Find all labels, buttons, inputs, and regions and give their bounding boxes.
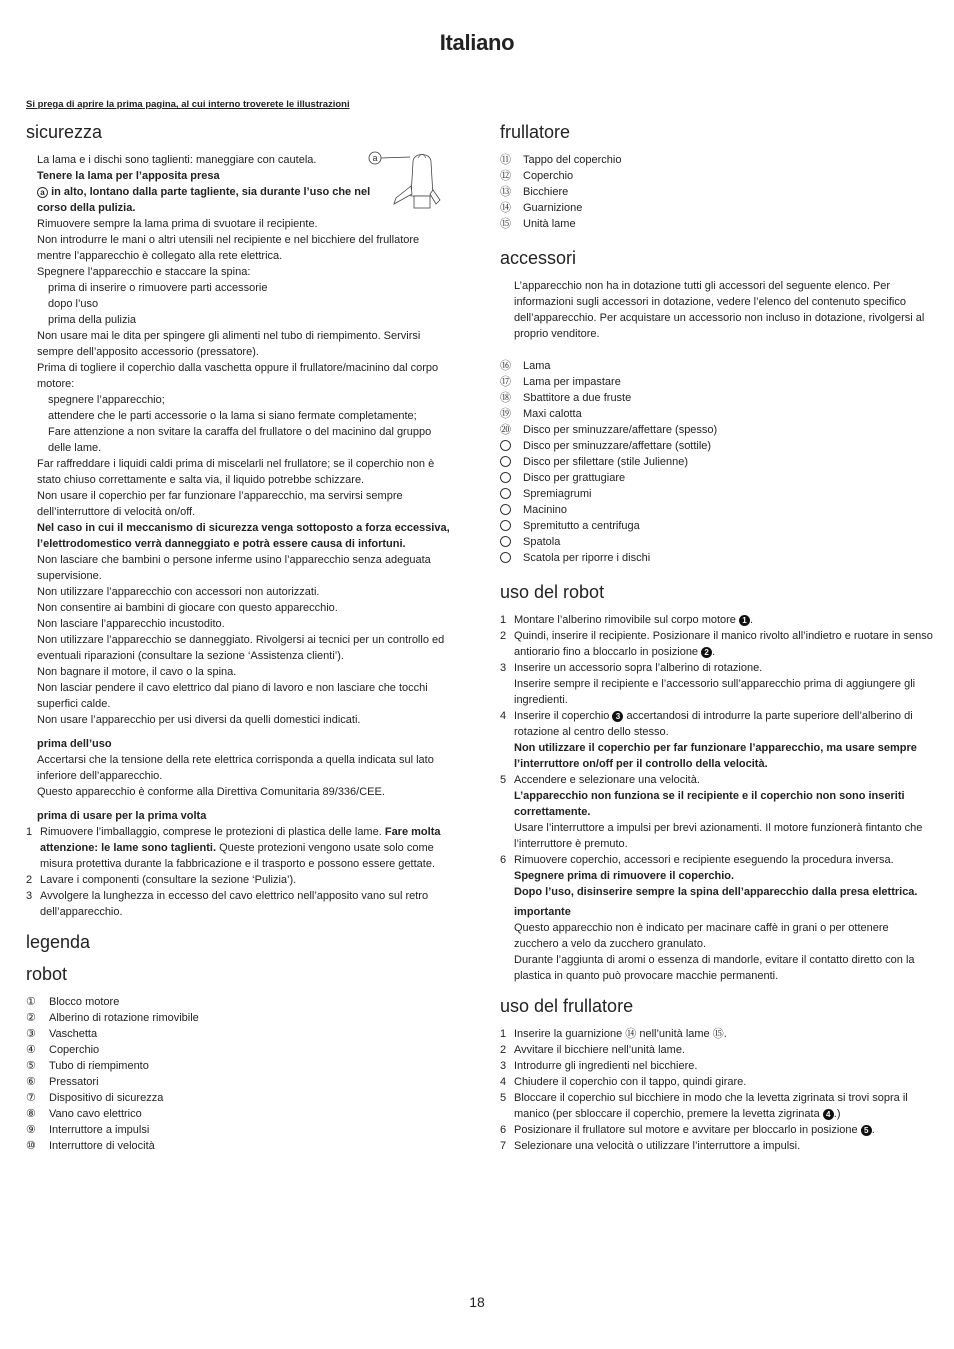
- list-item: ③ Vaschetta: [26, 1028, 98, 1040]
- list-item: 2 Quindi, inserire il recipiente. Posizionare il manico rivolto all’indietro e ruotare in senso antiorario fino a bloccarlo in posizione 2 .: [500, 630, 933, 658]
- subheading-prima-volta: prima di usare per la prima volta: [37, 810, 207, 822]
- safety-text: La lama e i dischi sono taglienti: maneggiare con cautela.: [37, 154, 317, 166]
- list-item: 1 Montare l’alberino rimovibile sul corpo motore 1 .: [500, 614, 754, 626]
- step-badge: 1: [739, 615, 750, 626]
- section-heading-frullatore: frullatore: [500, 122, 571, 142]
- list-item: 5 Bloccare il coperchio sul bicchiere in modo che la levetta zigrinata si trovi sopra il manico (per sbloccare il coperchio, premere la levetta zigrinata 4 .): [500, 1092, 908, 1120]
- list-item: ⑩ Interruttore di velocità: [26, 1140, 155, 1152]
- list-item: ⑯ Lama: [500, 360, 551, 372]
- list-item: 5 Accendere e selezionare una velocità. L’apparecchio non funziona se il recipiente e il coperchio non sono inseriti correttamente. Usare l’interruttore a impulsi per brevi azionamenti. Il motore funzionerà fintanto che l’interruttore è premuto.: [500, 774, 923, 850]
- safety-subitem: prima della pulizia: [48, 314, 137, 326]
- list-item: 6 Posizionare il frullatore sul motore e avvitare per bloccarlo in posizione 5 .: [500, 1124, 875, 1136]
- body-text: Durante l’aggiunta di aromi o essenza di mandorle, evitare il contatto diretto con la plastica in quanto può provocare macchie permanenti.: [514, 954, 915, 982]
- blender-use-steps: [500, 1026, 934, 1154]
- page-title: Italiano: [439, 30, 515, 55]
- page-number: 18: [469, 1294, 485, 1310]
- list-item: 4 Inserire il coperchio 3 accertandosi di introdurre la parte superiore dell’alberino di rotazione al centro dello stesso. Non utilizzare il coperchio per far funzionare l’apparecchio, ma usare sempre l’interruttore on/off per il controllo della velocità.: [500, 710, 917, 770]
- intro-note: Si prega di aprire la prima pagina, al cui interno troverete le illustrazioni: [26, 99, 350, 110]
- robot-use-steps: [500, 612, 934, 900]
- safety-text: Non usare il coperchio per far funzionare l’apparecchio, ma servirsi sempre dell’interruttore di velocità on/off.: [37, 490, 403, 518]
- list-item: 1 Inserire la guarnizione ⑭ nell’unità lame ⑮.: [500, 1028, 727, 1040]
- safety-text: Non usare mai le dita per spingere gli alimenti nel tubo di riempimento. Servirsi sempre dell’apposito accessorio (pressatore).: [37, 330, 421, 358]
- list-item: Disco per sfilettare (stile Julienne): [500, 454, 934, 470]
- safety-subitem: prima di inserire o rimuovere parti accessorie: [48, 282, 268, 294]
- list-item: ⑧ Vano cavo elettrico: [26, 1108, 142, 1120]
- safety-text: Non introdurre le mani o altri utensili nel recipiente e nel bicchiere del frullatore mentre l’apparecchio è collegato alla rete elettrica.: [37, 234, 420, 262]
- safety-text: Non utilizzare l’apparecchio se danneggiato. Rivolgersi ai tecnici per un controllo ed eventuali riparazioni (consultare la sezione ‘Assistenza clienti’).: [37, 634, 445, 662]
- list-item: ⑭ Guarnizione: [500, 202, 583, 214]
- subheading-importante: importante: [514, 906, 571, 918]
- list-item: Spremitutto a centrifuga: [500, 518, 934, 534]
- list-item: 1 Rimuovere l’imballaggio, comprese le protezioni di plastica delle lame. Fare molta attenzione: le lame sono taglienti. Queste protezioni vengono usate solo come misura protettiva durante la fabbricazione e il trasporto e possono essere gettate.: [26, 826, 441, 870]
- section-heading-sicurezza: sicurezza: [26, 122, 103, 142]
- safety-text: Non bagnare il motore, il cavo o la spina.: [37, 666, 237, 678]
- list-item: ② Alberino di rotazione rimovibile: [26, 1012, 199, 1024]
- safety-text: a in alto, lontano dalla parte tagliente, sia durante l’uso che nel corso della pulizia.: [37, 186, 371, 214]
- list-item: 3 Introdurre gli ingredienti nel bicchiere.: [500, 1060, 698, 1072]
- list-item: 6 Rimuovere coperchio, accessori e recipiente eseguendo la procedura inversa. Spegnere prima di rimuovere il coperchio. Dopo l’uso, disinserire sempre la spina dell’apparecchio dalla presa elettrica.: [500, 854, 918, 898]
- list-item: 3 Avvolgere la lunghezza in eccesso del cavo elettrico nell’apposito vano sul retro dell’apparecchio.: [26, 890, 429, 918]
- safety-text: Non consentire ai bambini di giocare con questo apparecchio.: [37, 602, 338, 614]
- safety-text: Far raffreddare i liquidi caldi prima di miscelarli nel frullatore; se il coperchio non è stato chiuso correttamente e salta via, il liquido potrebbe schizzare.: [37, 458, 435, 486]
- list-item: Disco per sminuzzare/affettare (sottile): [500, 438, 934, 454]
- subheading-prima-uso: prima dell’uso: [37, 738, 112, 750]
- step-badge: 2: [701, 647, 712, 658]
- safety-warning: Nel caso in cui il meccanismo di sicurezza venga sottoposto a forza eccessiva, l’elettrodomestico verrà danneggiato e potrà essere causa di infortuni.: [37, 522, 450, 550]
- safety-subitem: attendere che le parti accessorie o la lama si siano fermate completamente;: [48, 410, 417, 422]
- first-use-steps: [26, 824, 456, 920]
- accessories-intro: L’apparecchio non ha in dotazione tutti gli accessori del seguente elenco. Per informazioni sugli accessori in dotazione, vedere l’elenco del contenuto specifico dell’apparecchio. Per acquistare un accessorio non incluso in dotazione, rivolgersi al proprio venditore.: [514, 280, 925, 340]
- list-item: ⑨ Interruttore a impulsi: [26, 1124, 150, 1136]
- safety-text: Spegnere l’apparecchio e staccare la spina:: [37, 266, 251, 278]
- body-text: Questo apparecchio non è indicato per macinare caffè in grani o per ottenere zucchero a velo da zucchero granulato.: [514, 922, 889, 950]
- list-item: ⑱ Sbattitore a due fruste: [500, 392, 632, 404]
- safety-text: Rimuovere sempre la lama prima di svuotare il recipiente.: [37, 218, 318, 230]
- section-heading-legenda: legenda: [26, 932, 91, 952]
- body-text: Accertarsi che la tensione della rete elettrica corrisponda a quella indicata sul lato inferiore dell’apparecchio.: [37, 754, 434, 782]
- important-note: [500, 904, 934, 984]
- list-item: ⑬ Bicchiere: [500, 186, 569, 198]
- callout-letter: a: [372, 153, 378, 163]
- list-item: ⑤ Tubo di riempimento: [26, 1060, 149, 1072]
- right-column: [500, 120, 934, 1154]
- step-badge: 3: [612, 711, 623, 722]
- safety-text: Non lasciare che bambini o persone inferme usino l’apparecchio senza adeguata supervisione.: [37, 554, 431, 582]
- list-item: ⑳ Disco per sminuzzare/affettare (spesso): [500, 424, 718, 436]
- accessories-list: [500, 358, 934, 566]
- list-item: Macinino: [500, 502, 934, 518]
- body-text: Questo apparecchio è conforme alla Direttiva Comunitaria 89/336/CEE.: [37, 786, 385, 798]
- section-heading-robot: robot: [26, 964, 68, 984]
- step-badge: 5: [861, 1125, 872, 1136]
- step-badge: 4: [823, 1109, 834, 1120]
- safety-text: Tenere la lama per l’apposita presa: [37, 170, 220, 182]
- list-item: Spatola: [500, 534, 934, 550]
- list-item: ⑮ Unità lame: [500, 218, 576, 230]
- section-heading-uso-frullatore: uso del frullatore: [500, 996, 634, 1016]
- list-item: 2 Lavare i componenti (consultare la sezione ‘Pulizia’).: [26, 874, 297, 886]
- list-item: ⑫ Coperchio: [500, 170, 574, 182]
- safety-text: Non lasciar pendere il cavo elettrico dal piano di lavoro e non lasciare che tocchi superfici calde.: [37, 682, 428, 710]
- safety-subitem: spegnere l’apparecchio;: [48, 394, 165, 406]
- list-item: Spremiagrumi: [500, 486, 934, 502]
- list-item: 4 Chiudere il coperchio con il tappo, quindi girare.: [500, 1076, 747, 1088]
- list-item: ⑰ Lama per impastare: [500, 376, 621, 388]
- section-heading-accessori: accessori: [500, 248, 577, 268]
- list-item: 3 Inserire un accessorio sopra l’alberino di rotazione. Inserire sempre il recipiente e l’accessorio sull’apparecchio prima di aggiungere gli ingredienti.: [500, 662, 916, 706]
- safety-subitem: dopo l’uso: [48, 298, 99, 310]
- list-item: ① Blocco motore: [26, 996, 120, 1008]
- list-item: ④ Coperchio: [26, 1044, 100, 1056]
- section-heading-uso-robot: uso del robot: [500, 582, 605, 602]
- list-item: ⑦ Dispositivo di sicurezza: [26, 1092, 164, 1104]
- list-item: 7 Selezionare una velocità o utilizzare l’interruttore a impulsi.: [500, 1140, 801, 1152]
- list-item: ⑥ Pressatori: [26, 1076, 99, 1088]
- safety-text: Non usare l’apparecchio per usi diversi da quelli domestici indicati.: [37, 714, 361, 726]
- safety-text: Non lasciare l’apparecchio incustodito.: [37, 618, 225, 630]
- safety-text: Non utilizzare l’apparecchio con accessori non autorizzati.: [37, 586, 320, 598]
- list-item: ⑪ Tappo del coperchio: [500, 154, 622, 166]
- robot-parts-list: [26, 994, 456, 1154]
- list-item: Scatola per riporre i dischi: [500, 550, 934, 566]
- list-item: 2 Avvitare il bicchiere nell’unità lame.: [500, 1044, 685, 1056]
- callout-marker: a: [37, 187, 48, 198]
- safety-subitem: Fare attenzione a non svitare la caraffa del frullatore o del macinino dal gruppo delle lame.: [48, 426, 432, 454]
- left-column: [26, 120, 456, 1154]
- list-item: ⑲ Maxi calotta: [500, 408, 582, 420]
- blender-parts-list: [500, 152, 934, 232]
- safety-text: Prima di togliere il coperchio dalla vaschetta oppure il frullatore/macinino dal corpo motore:: [37, 362, 439, 390]
- list-item: Disco per grattugiare: [500, 470, 934, 486]
